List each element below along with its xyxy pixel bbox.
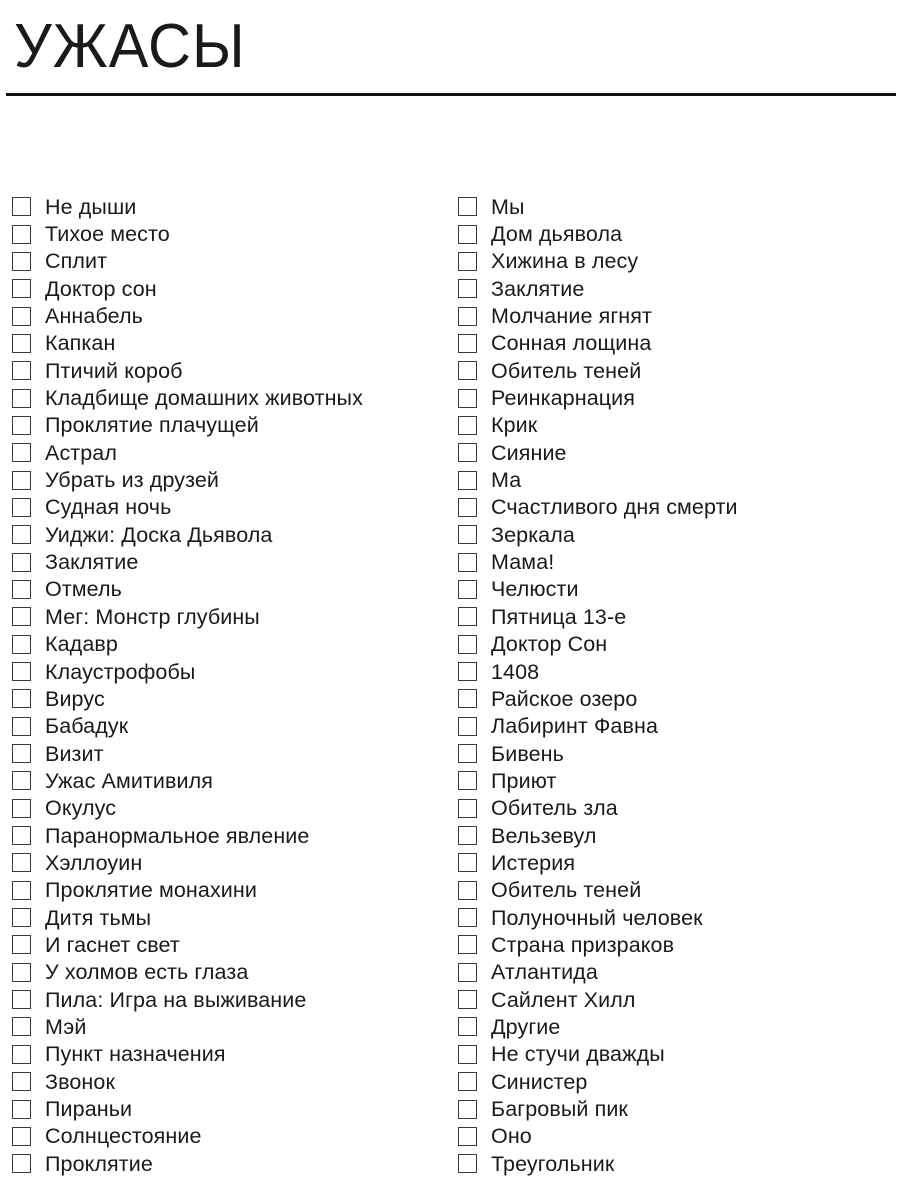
checklist-item [12, 685, 432, 712]
movie-title: Ужас Амитивиля [45, 768, 214, 793]
movie-title: Молчание ягнят [491, 304, 652, 329]
checkbox[interactable] [12, 197, 31, 216]
movie-title: Паранормальное явление [45, 823, 310, 848]
checklist-item [12, 849, 432, 876]
movie-title: Пила: Игра на выживание [45, 987, 307, 1012]
checklist-item [12, 740, 432, 767]
checkbox[interactable] [12, 935, 31, 954]
checkbox[interactable] [458, 307, 477, 326]
checkbox[interactable] [458, 1072, 477, 1091]
page-title: УЖАСЫ [14, 12, 246, 81]
movie-title: У холмов есть глаза [45, 960, 249, 985]
checkbox[interactable] [12, 1154, 31, 1173]
checklist-item [458, 302, 888, 329]
checklist-item [458, 330, 888, 357]
movie-title: Обитель зла [491, 796, 618, 821]
checkbox[interactable] [458, 580, 477, 599]
checklist-item [12, 384, 432, 411]
checkbox[interactable] [12, 826, 31, 845]
checklist-item [12, 1041, 432, 1068]
checklist-item [12, 521, 432, 548]
checkbox[interactable] [458, 607, 477, 626]
movie-title: Астрал [45, 440, 117, 465]
checkbox[interactable] [12, 225, 31, 244]
checkbox[interactable] [12, 307, 31, 326]
checkbox[interactable] [458, 334, 477, 353]
checklist-item [12, 494, 432, 521]
movie-title: Тихое место [45, 222, 170, 247]
checkbox[interactable] [458, 963, 477, 982]
movie-title: Реинкарнация [491, 386, 636, 411]
movie-title: Не стучи дважды [491, 1042, 665, 1067]
checklist-item [458, 412, 888, 439]
checklist-item [458, 466, 888, 493]
checkbox[interactable] [458, 389, 477, 408]
checklist-item [458, 384, 888, 411]
checklist-item [458, 685, 888, 712]
checklist-item [458, 1041, 888, 1068]
checkbox[interactable] [458, 1127, 477, 1146]
movie-title: Лабиринт Фавна [491, 714, 659, 739]
movie-title: Другие [491, 1014, 561, 1039]
checkbox[interactable] [458, 881, 477, 900]
checkbox[interactable] [458, 717, 477, 736]
movie-title: Бабадук [45, 714, 129, 739]
checkbox[interactable] [12, 607, 31, 626]
movie-title: Доктор сон [45, 276, 157, 301]
movie-title: Кадавр [45, 632, 118, 657]
checklist-item [12, 1150, 432, 1177]
checklist-item [12, 822, 432, 849]
checklist-item [458, 767, 888, 794]
movie-title: Звонок [45, 1069, 115, 1094]
checklist-item [458, 1095, 888, 1122]
checkbox[interactable] [12, 908, 31, 927]
checklist-item [12, 603, 432, 630]
movie-title: Аннабель [45, 304, 143, 329]
movie-title: Солнцестояние [45, 1124, 202, 1149]
checklist-item [458, 275, 888, 302]
checkbox[interactable] [12, 252, 31, 271]
movie-title: Бивень [491, 741, 564, 766]
movie-title: Кладбище домашних животных [45, 386, 363, 411]
checkbox[interactable] [458, 361, 477, 380]
movie-title: Отмель [45, 577, 122, 602]
checklist-item [458, 1150, 888, 1177]
movie-title: Клаустрофобы [45, 659, 196, 684]
checklist-item [12, 412, 432, 439]
movie-title: Оно [491, 1124, 532, 1149]
checklist-item [458, 740, 888, 767]
checklist-item [458, 220, 888, 247]
movie-title: Истерия [491, 850, 576, 875]
movie-title: Пятница 13-е [491, 604, 627, 629]
checkbox[interactable] [12, 1045, 31, 1064]
movie-title: Мэй [45, 1014, 87, 1039]
checklist-item [458, 986, 888, 1013]
checkbox[interactable] [12, 416, 31, 435]
checkbox[interactable] [458, 225, 477, 244]
checklist-item [12, 795, 432, 822]
checklist-item [458, 494, 888, 521]
checklist-item [12, 1095, 432, 1122]
checklist-item [12, 220, 432, 247]
checkbox[interactable] [12, 580, 31, 599]
title-divider [6, 93, 896, 96]
movie-title: Треугольник [491, 1151, 615, 1176]
movie-title: Заклятие [491, 276, 585, 301]
movie-title: Дом дьявола [491, 222, 623, 247]
movie-title: Багровый пик [491, 1097, 628, 1122]
movie-title: Визит [45, 741, 104, 766]
checklist-item [458, 959, 888, 986]
movie-title: Окулус [45, 796, 117, 821]
checklist-item [458, 248, 888, 275]
movie-title: Сияние [491, 440, 567, 465]
movie-title: Проклятие плачущей [45, 413, 259, 438]
movie-title: Хэллоуин [45, 850, 143, 875]
checkbox[interactable] [12, 525, 31, 544]
movie-title: Мы [491, 194, 525, 219]
movie-title: Уиджи: Доска Дьявола [45, 522, 273, 547]
checklist-item [458, 1123, 888, 1150]
movie-title: Обитель теней [491, 878, 642, 903]
movie-title: Проклятие монахини [45, 878, 258, 903]
checkbox[interactable] [12, 471, 31, 490]
checklist-item [12, 986, 432, 1013]
movie-title: 1408 [491, 659, 540, 684]
checkbox[interactable] [458, 416, 477, 435]
movie-title: Атлантида [491, 960, 598, 985]
movie-title: Приют [491, 768, 557, 793]
checklist-item [458, 193, 888, 220]
movie-title: Вельзевул [491, 823, 597, 848]
checkbox[interactable] [458, 1100, 477, 1119]
checklist-item [12, 959, 432, 986]
checkbox[interactable] [12, 1127, 31, 1146]
checklist-item [12, 1068, 432, 1095]
checklist-item [12, 576, 432, 603]
checklist-item [458, 357, 888, 384]
movie-title: Дитя тьмы [45, 905, 152, 930]
checklist-item [12, 713, 432, 740]
checklist-item [12, 931, 432, 958]
checklist-item [458, 713, 888, 740]
checklist-item [458, 439, 888, 466]
movie-title: Доктор Сон [491, 632, 608, 657]
checkbox[interactable] [12, 689, 31, 708]
checkbox[interactable] [458, 908, 477, 927]
checklist-item [12, 658, 432, 685]
checklist-item [458, 795, 888, 822]
checklist-item [458, 931, 888, 958]
movie-title: Пираньи [45, 1097, 133, 1122]
checklist-item [458, 904, 888, 931]
movie-title: Не дыши [45, 194, 137, 219]
checklist-item [458, 548, 888, 575]
checkbox[interactable] [458, 252, 477, 271]
movie-title: И гаснет свет [45, 932, 180, 957]
checklist-item [12, 193, 432, 220]
checkbox[interactable] [12, 443, 31, 462]
checklist-item [12, 248, 432, 275]
checklist-item [12, 904, 432, 931]
checkbox[interactable] [458, 471, 477, 490]
checkbox[interactable] [458, 662, 477, 681]
movie-title: Птичий короб [45, 358, 183, 383]
checkbox[interactable] [12, 799, 31, 818]
movie-title: Полуночный человек [491, 905, 703, 930]
checklist-item [12, 631, 432, 658]
movie-title: Сплит [45, 249, 108, 274]
checklist-item [458, 576, 888, 603]
checkbox[interactable] [458, 1045, 477, 1064]
checkbox[interactable] [458, 553, 477, 572]
checkbox[interactable] [458, 990, 477, 1009]
checklist-item [12, 302, 432, 329]
checkbox[interactable] [12, 717, 31, 736]
movie-title: Убрать из друзей [45, 468, 219, 493]
movie-title: Мама! [491, 550, 555, 575]
checklist-item [12, 330, 432, 357]
movie-title: Зеркала [491, 522, 575, 547]
checkbox[interactable] [458, 1017, 477, 1036]
movie-title: Хижина в лесу [491, 249, 639, 274]
checkbox[interactable] [12, 498, 31, 517]
checkbox[interactable] [12, 553, 31, 572]
checklist-item [458, 603, 888, 630]
checklist-item [458, 521, 888, 548]
checkbox[interactable] [458, 279, 477, 298]
right-checklist [458, 193, 888, 1177]
movie-title: Сайлент Хилл [491, 987, 636, 1012]
movie-title: Пункт назначения [45, 1042, 226, 1067]
checklist-item [12, 439, 432, 466]
movie-title: Заклятие [45, 550, 139, 575]
checklist-item [458, 631, 888, 658]
checklist-item [458, 1013, 888, 1040]
checkbox[interactable] [12, 279, 31, 298]
checkbox[interactable] [12, 361, 31, 380]
checklist-item [12, 275, 432, 302]
checkbox[interactable] [12, 1072, 31, 1091]
checkbox[interactable] [458, 744, 477, 763]
checkbox[interactable] [12, 744, 31, 763]
checkbox[interactable] [458, 443, 477, 462]
movie-title: Проклятие [45, 1151, 153, 1176]
movie-title: Райское озеро [491, 686, 638, 711]
checkbox[interactable] [12, 1100, 31, 1119]
movie-title: Обитель теней [491, 358, 642, 383]
checkbox[interactable] [458, 771, 477, 790]
checkbox[interactable] [12, 963, 31, 982]
checkbox[interactable] [458, 689, 477, 708]
checkbox[interactable] [458, 635, 477, 654]
movie-title: Мег: Монстр глубины [45, 604, 260, 629]
movie-title: Сонная лощина [491, 331, 652, 356]
checkbox[interactable] [12, 990, 31, 1009]
movie-title: Челюсти [491, 577, 579, 602]
checklist-item [12, 548, 432, 575]
checklist-item [458, 1068, 888, 1095]
checklist-item [12, 1013, 432, 1040]
checkbox[interactable] [12, 635, 31, 654]
checkbox[interactable] [458, 525, 477, 544]
checkbox[interactable] [12, 1017, 31, 1036]
checklist-item [12, 767, 432, 794]
checkbox[interactable] [12, 771, 31, 790]
checkbox[interactable] [12, 881, 31, 900]
checkbox[interactable] [12, 853, 31, 872]
checkbox[interactable] [458, 826, 477, 845]
checkbox[interactable] [458, 853, 477, 872]
movie-title: Вирус [45, 686, 105, 711]
checklist-item [458, 822, 888, 849]
checklist-item [12, 877, 432, 904]
checkbox[interactable] [458, 935, 477, 954]
checkbox[interactable] [458, 1154, 477, 1173]
checklist-item [458, 849, 888, 876]
movie-title: Ма [491, 468, 522, 493]
checklist-item [12, 357, 432, 384]
checkbox[interactable] [458, 498, 477, 517]
checkbox[interactable] [12, 334, 31, 353]
movie-title: Капкан [45, 331, 116, 356]
movie-title: Синистер [491, 1069, 588, 1094]
checklist-item [458, 658, 888, 685]
movie-title: Крик [491, 413, 538, 438]
checklist-item [12, 1123, 432, 1150]
checkbox[interactable] [12, 662, 31, 681]
movie-title: Судная ночь [45, 495, 172, 520]
checklist-item [458, 877, 888, 904]
checkbox[interactable] [12, 389, 31, 408]
movie-title: Страна призраков [491, 932, 675, 957]
left-checklist [12, 193, 432, 1177]
checkbox[interactable] [458, 197, 477, 216]
checkbox[interactable] [458, 799, 477, 818]
checklist-item [12, 466, 432, 493]
movie-title: Счастливого дня смерти [491, 495, 738, 520]
